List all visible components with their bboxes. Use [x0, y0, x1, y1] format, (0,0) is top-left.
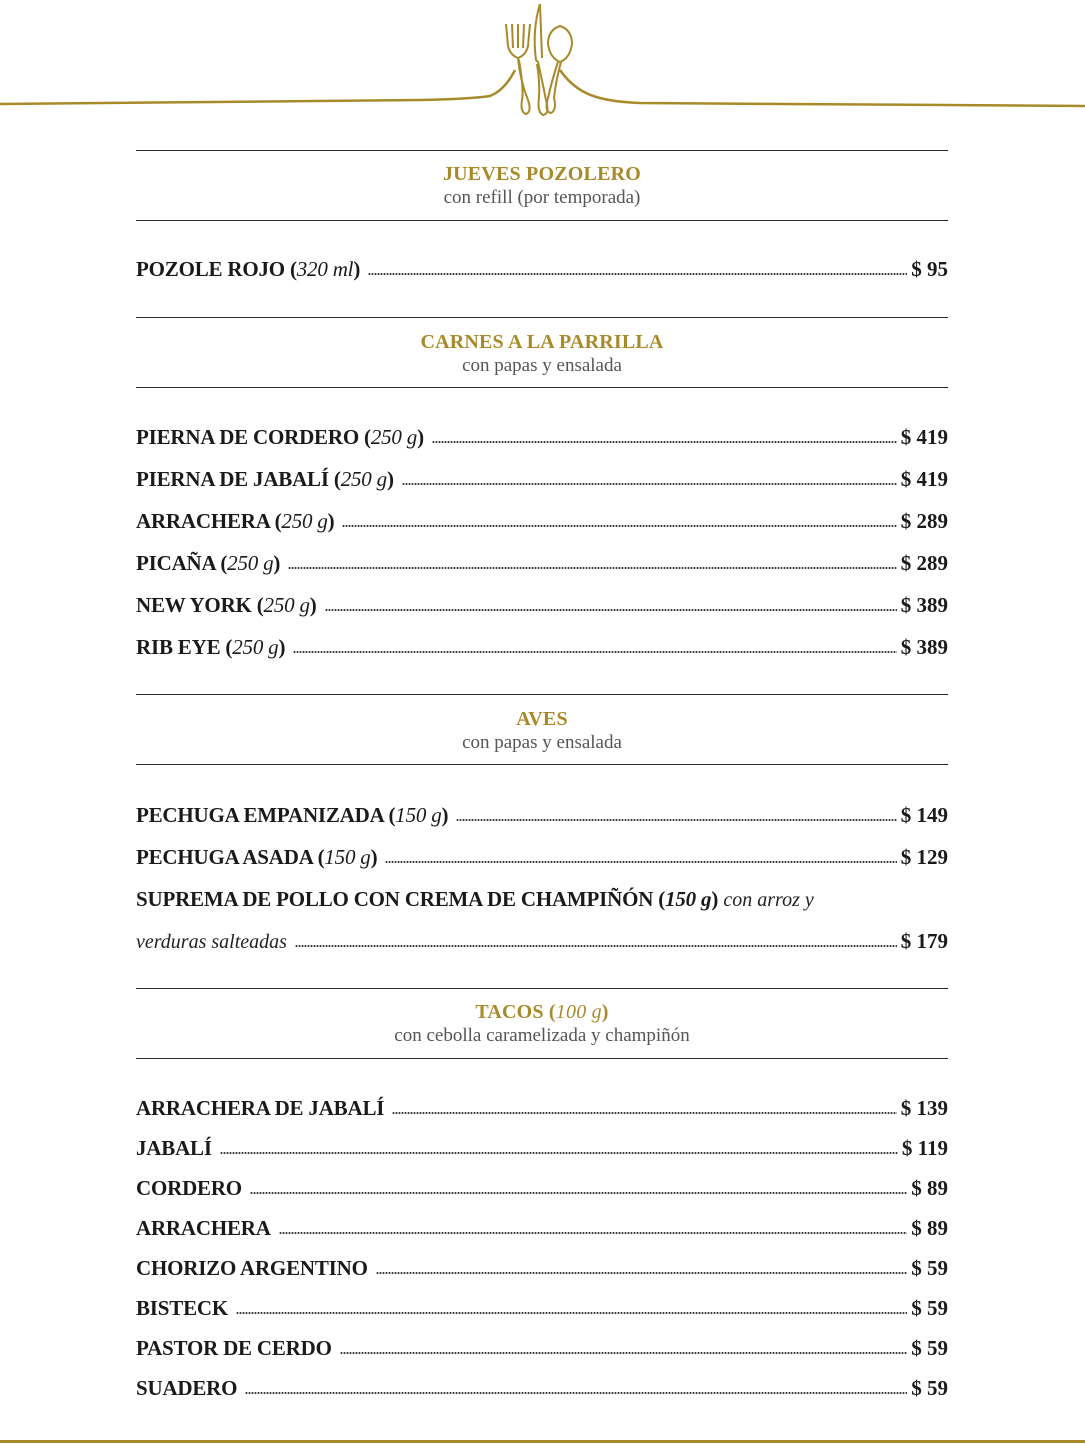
section-bottom-rule [136, 387, 948, 388]
leader-dots [295, 944, 897, 948]
leader-dots [342, 524, 896, 528]
section-subtitle: con cebolla caramelizada y champiñón [394, 1025, 690, 1046]
item-price: $ 289 [900, 551, 948, 575]
item-price: $ 419 [900, 467, 948, 491]
item-name: PICAÑA (250 g) [136, 551, 281, 575]
item-price: $ 119 [901, 1136, 948, 1160]
item-price: $ 59 [911, 1336, 948, 1360]
menu-item [136, 464, 948, 494]
leader-dots [385, 860, 896, 864]
item-price: $ 149 [900, 803, 948, 827]
leader-dots [220, 1151, 898, 1155]
item-price: $ 179 [900, 929, 948, 953]
leader-dots [432, 440, 897, 444]
menu-item [136, 1213, 948, 1243]
menu-item [136, 548, 948, 578]
menu-item [136, 506, 948, 536]
section-title: JUEVES POZOLERO [442, 163, 642, 185]
section-title: AVES [516, 708, 568, 730]
leader-dots [279, 1231, 908, 1235]
item-price: $ 95 [911, 257, 948, 281]
item-description: verduras salteadas [136, 931, 287, 953]
menu-item [136, 1173, 948, 1203]
item-price: $ 89 [911, 1216, 948, 1240]
item-name: PECHUGA EMPANIZADA (150 g) [136, 803, 449, 827]
section-top-rule [136, 150, 948, 151]
menu-item [136, 632, 948, 662]
item-name: RIB EYE (250 g) [136, 635, 286, 659]
menu-item-second-line [136, 926, 948, 956]
item-name: PIERNA DE JABALÍ (250 g) [136, 467, 394, 491]
item-price: $ 419 [900, 425, 948, 449]
section-top-rule [136, 694, 948, 695]
header-ornament [0, 0, 1085, 120]
menu-item-first-line [136, 884, 948, 914]
leader-dots [325, 608, 897, 612]
item-price: $ 59 [911, 1376, 948, 1400]
section-title: CARNES A LA PARRILLA [420, 331, 664, 353]
leader-dots [392, 1111, 897, 1115]
menu-item [136, 1293, 948, 1323]
item-name: SUPREMA DE POLLO CON CREMA DE CHAMPIÑÓN (150 g) [136, 887, 719, 911]
item-name: ARRACHERA DE JABALÍ [136, 1096, 385, 1120]
item-name: PASTOR DE CERDO [136, 1336, 332, 1360]
item-name: ARRACHERA (250 g) [136, 509, 335, 533]
section-subtitle: con papas y ensalada [462, 355, 622, 376]
menu-item [136, 590, 948, 620]
menu-item [136, 254, 948, 284]
leader-dots [456, 818, 896, 822]
cutlery-fork-knife-spoon-icon [506, 4, 572, 115]
section-title: TACOS (100 g) [475, 1001, 609, 1023]
item-name: JABALÍ [136, 1136, 212, 1160]
item-name: ARRACHERA [136, 1216, 271, 1240]
menu-item [136, 1333, 948, 1363]
item-price: $ 289 [900, 509, 948, 533]
item-price: $ 129 [900, 845, 948, 869]
menu-item [136, 1093, 948, 1123]
menu-item [136, 1373, 948, 1403]
item-name: CHORIZO ARGENTINO [136, 1256, 368, 1280]
section-subtitle: con refill (por temporada) [443, 187, 641, 208]
item-name: POZOLE ROJO (320 ml) [136, 257, 361, 281]
section-bottom-rule [136, 1058, 948, 1059]
leader-dots [368, 272, 907, 276]
leader-dots [288, 566, 897, 570]
menu-item [136, 1133, 948, 1163]
leader-dots [293, 650, 896, 654]
item-price: $ 59 [911, 1256, 948, 1280]
menu-item [136, 842, 948, 872]
leader-dots [245, 1391, 907, 1395]
item-name: NEW YORK (250 g) [136, 593, 317, 617]
menu-item [136, 1253, 948, 1283]
item-description: con arroz y [723, 889, 814, 911]
item-price: $ 389 [900, 593, 948, 617]
item-name: PIERNA DE CORDERO (250 g) [136, 425, 424, 449]
item-name: SUADERO [136, 1376, 238, 1400]
item-price: $ 89 [911, 1176, 948, 1200]
section-subtitle: con papas y ensalada [462, 732, 622, 753]
item-price: $ 389 [900, 635, 948, 659]
menu-item [136, 800, 948, 830]
item-price: $ 59 [911, 1296, 948, 1320]
menu-item [136, 422, 948, 452]
section-bottom-rule [136, 220, 948, 221]
leader-dots [250, 1191, 907, 1195]
leader-dots [236, 1311, 907, 1315]
item-name: CORDERO [136, 1176, 242, 1200]
section-top-rule [136, 317, 948, 318]
section-bottom-rule [136, 764, 948, 765]
section-top-rule [136, 988, 948, 989]
item-price: $ 139 [900, 1096, 948, 1120]
leader-dots [402, 482, 897, 486]
leader-dots [340, 1351, 907, 1355]
leader-dots [376, 1271, 908, 1275]
footer-rule [0, 1440, 1085, 1443]
item-name: BISTECK [136, 1296, 228, 1320]
item-name: PECHUGA ASADA (150 g) [136, 845, 378, 869]
